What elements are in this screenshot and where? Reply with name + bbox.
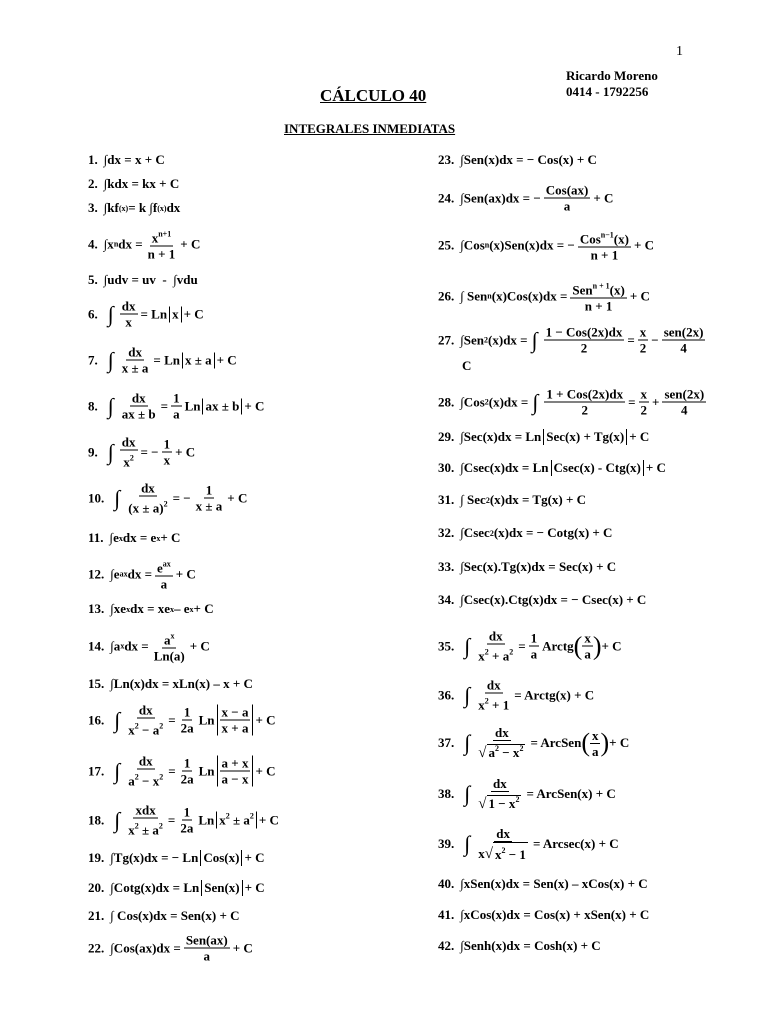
formula-32: 32. ∫Csec 2 (x)dx = − Cotg(x) + C xyxy=(438,525,613,540)
formula-5: 5. ∫udv = uv - ∫vdu xyxy=(88,272,198,287)
author-phone: 0414 - 1792256 xyxy=(566,84,649,99)
formula-25: 25. ∫Cos n (x)Sen(x)dx = − $\frac{Cos^{n-1}(x)}{n + 1}$ + C xyxy=(438,228,654,263)
formula-29: 29. ∫Sec(x)dx = Ln Sec(x) + Tg(x) + C xyxy=(438,429,650,444)
formula-37: 37. ∫ $\frac{dx}{√ a^2 - x^2}$ = ArcSen ( $\frac{x}{a}$ ) + C xyxy=(438,725,630,761)
document-title: CÁLCULO 40 xyxy=(320,86,427,105)
page-number: 1 xyxy=(676,44,683,59)
formula-10: 10. ∫ $\frac{dx}{(x \pm a)^2}$ = − $\frac{1}{x \pm a}$ + C xyxy=(88,480,248,516)
formula-17: 17. ∫ $\frac{dx}{a^2 - x^2}$ = $\frac{1}{2a}$ Ln $\frac{a + x}{a - x}$ + C xyxy=(88,753,276,789)
author-name: Ricardo Moreno xyxy=(566,68,658,83)
formula-20: 20. ∫Cotg(x)dx = Ln Sen(x) + C xyxy=(88,880,265,895)
formula-8: 8. ∫ $\frac{dx}{ax \pm b}$ = $\frac{1}{a}$ Ln ax ± b + C xyxy=(88,390,265,422)
formula-19: 19. ∫Tg(x)dx = − Ln Cos(x) + C xyxy=(88,850,265,865)
formula-27-constant: C xyxy=(462,358,472,373)
formula-1: 1. ∫dx = x + C xyxy=(88,152,165,167)
formula-38: 38. ∫ $\frac{dx}{√ 1 - x^2}$ = ArcSen(x) + C xyxy=(438,776,616,812)
formula-41: 41. ∫xCos(x)dx = Cos(x) + xSen(x) + C xyxy=(438,907,650,922)
formula-12: 12. ∫e ax dx = $\frac{e^{ax}}{a}$ + C xyxy=(88,557,196,592)
formula-36: 36. ∫ $\frac{dx}{x^2 + 1}$ = Arctg(x) + C xyxy=(438,677,595,713)
document-subtitle: INTEGRALES INMEDIATAS xyxy=(284,121,456,136)
formula-27: 27. ∫Sen 2 (x)dx = ∫ $\frac{\text{1 − Cos(2x)dx}}{2}$ = $\frac{x}{2}$ − $\frac{\text{sen(2x)}}{4}$ xyxy=(438,324,704,356)
formula-28: 28. ∫Cos 2 (x)dx = ∫ $\frac{\text{1 + Cos(2x)dx}}{2}$ = $\frac{x}{2}$ + $\frac{\text{sen(2x)}}{4}$ xyxy=(438,386,705,418)
formula-16: 16. ∫ $\frac{dx}{x^2 - a^2}$ = $\frac{1}{2a}$ Ln $\frac{x - a}{x + a}$ + C xyxy=(88,702,276,738)
formula-24: 24. ∫Sen(ax)dx = − $\frac{\text{Cos(ax)}}{a}$ + C xyxy=(438,182,614,214)
formula-26: 26. ∫ Sen n (x)Cos(x)dx = $\frac{Sen^{n + 1}(x)}{n + 1}$ + C xyxy=(438,279,650,314)
formula-14: 14. ∫a x dx = $\frac{a^x}{Ln(a)}$ + C xyxy=(88,629,210,664)
formula-39: 39. ∫ dx x √ $x^2 - 1$ = Arcsec(x) + C xyxy=(438,826,619,862)
formula-34: 34. ∫Csec(x).Ctg(x)dx = − Csec(x) + C xyxy=(438,592,647,607)
formula-31: 31. ∫ Sec 2 (x)dx = Tg(x) + C xyxy=(438,492,587,507)
formula-40: 40. ∫xSen(x)dx = Sen(x) – xCos(x) + C xyxy=(438,876,648,891)
formula-7: 7. ∫ $\frac{dx}{x \pm a}$ = Ln x ± a + C xyxy=(88,344,237,376)
formula-33: 33. ∫Sec(x).Tg(x)dx = Sec(x) + C xyxy=(438,559,617,574)
formula-15: 15. ∫Ln(x)dx = xLn(x) – x + C xyxy=(88,676,253,691)
formula-42: 42. ∫Senh(x)dx = Cosh(x) + C xyxy=(438,938,601,953)
formula-30: 30. ∫Csec(x)dx = Ln Csec(x) - Ctg(x) + C xyxy=(438,460,666,475)
formula-3: 3. ∫kf (x) = k ∫f (x) dx xyxy=(88,200,181,215)
formula-21: 21. ∫ Cos(x)dx = Sen(x) + C xyxy=(88,908,240,923)
formula-18: 18. ∫ $\frac{\text{xdx}}{x^2 \pm a^2}$ = $\frac{1}{2a}$ Ln $x^2 \pm a^2$ + C xyxy=(88,802,279,838)
formula-23: 23. ∫Sen(x)dx = − Cos(x) + C xyxy=(438,152,597,167)
formula-13: 13. ∫xe x dx = xe x – e x + C xyxy=(88,601,214,616)
formula-4: 4. ∫x n dx = $\frac{x^{n+1}}{n + 1}$ + C xyxy=(88,227,200,262)
formula-35: 35. ∫ $\frac{dx}{x^2 + a^2}$ = $\frac{1}{a}$ Arctg ( $\frac{x}{a}$ ) + C xyxy=(438,628,622,664)
formula-22: 22. ∫Cos(ax)dx = $\frac{\text{Sen(ax)}}{a}$ + C xyxy=(88,932,253,964)
author-block xyxy=(566,68,658,100)
formula-6: 6. ∫ $\frac{dx}{x}$ = Ln x + C xyxy=(88,298,204,330)
formula-2: 2. ∫kdx = kx + C xyxy=(88,176,180,191)
formula-11: 11. ∫e x dx = e x + C xyxy=(88,530,181,545)
formula-9: 9. ∫ $\frac{dx}{x^2}$ = − $\frac{1}{x}$ + C xyxy=(88,434,196,470)
